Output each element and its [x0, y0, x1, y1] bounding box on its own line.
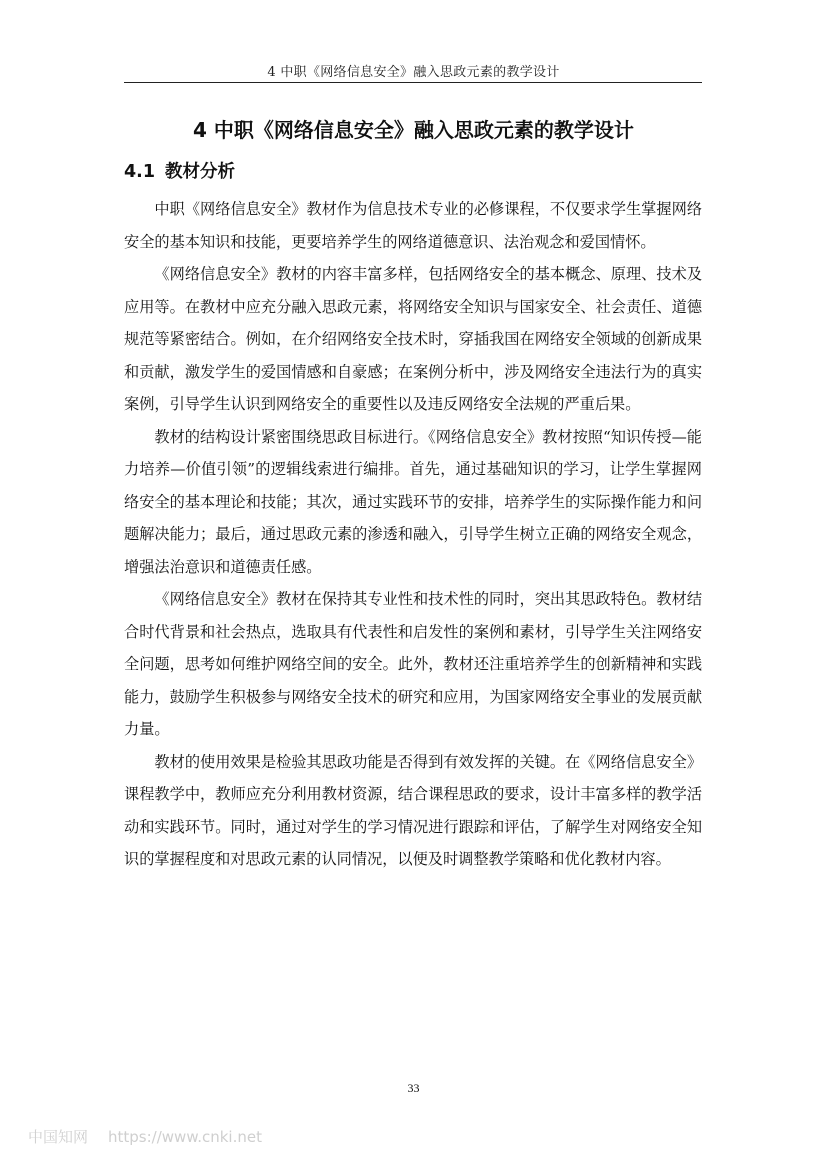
paragraph-4: 《网络信息安全》教材在保持其专业性和技术性的同时，突出其思政特色。教材结合时代背景和社会热点，选取具有代表性和启发性的案例和素材，引导学生关注网络安全问题，思考如何维护网络空间的安全。此外，教材还注重培养学生的创新精神和实践能力，鼓励学生积极参与网络安全技术的研究和应用，为国家网络安全事业的发展贡献力量。 [124, 590, 702, 738]
watermark-url: https://www.cnki.net [108, 1128, 262, 1146]
paragraph-3: 教材的结构设计紧密围绕思政目标进行。《网络信息安全》教材按照“知识传授—能力培养—价值引领”的逻辑线索进行编排。首先，通过基础知识的学习，让学生掌握网络安全的基本理论和技能；其次，通过实践环节的安排，培养学生的实际操作能力和问题解决能力；最后，通过思政元素的渗透和融入，引导学生树立正确的网络安全观念，增强法治意识和道德责任感。 [124, 427, 702, 576]
running-header: 4 中职《网络信息安全》融入思政元素的教学设计 [267, 65, 560, 80]
section-number: 4.1 [124, 162, 156, 182]
paragraph-2: 《网络信息安全》教材的内容丰富多样，包括网络安全的基本概念、原理、技术及应用等。在教材中应充分融入思政元素，将网络安全知识与国家安全、社会责任、道德规范等紧密结合。例如，在介绍网络安全技术时，穿插我国在网络安全领域的创新成果和贡献，激发学生的爱国情感和自豪感；在案例分析中，涉及网络安全违法行为的真实案例，引导学生认识到网络安全的重要性以及违反网络安全法规的严重后果。 [124, 265, 702, 413]
watermark [28, 1126, 262, 1147]
body-text [124, 193, 702, 876]
paragraph-1: 中职《网络信息安全》教材作为信息技术专业的必修课程，不仅要求学生掌握网络安全的基本知识和技能，更要培养学生的网络道德意识、法治观念和爱国情怀。 [124, 200, 702, 251]
section-title: 教材分析 [165, 162, 236, 182]
header-rule [124, 82, 702, 83]
paragraph-5: 教材的使用效果是检验其思政功能是否得到有效发挥的关键。在《网络信息安全》课程教学中，教师应充分利用教材资源，结合课程思政的要求，设计丰富多样的教学活动和实践环节。同时，通过对学生的学习情况进行跟踪和评估，了解学生对网络安全知识的掌握程度和对思政元素的认同情况，以便及时调整教学策略和优化教材内容。 [124, 752, 702, 868]
section-heading [124, 158, 235, 183]
page-number: 33 [407, 1081, 420, 1095]
watermark-brand: 中国知网 [28, 1128, 89, 1146]
chapter-title: 4 中职《网络信息安全》融入思政元素的教学设计 [193, 118, 634, 142]
